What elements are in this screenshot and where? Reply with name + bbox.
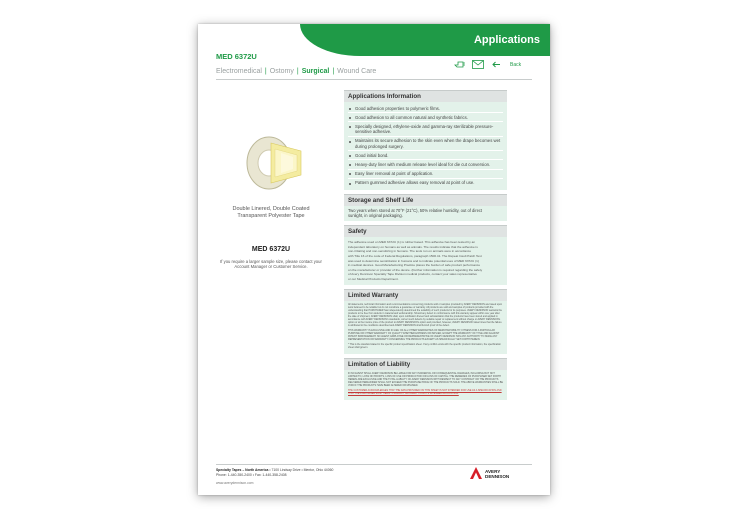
email-icon[interactable] <box>472 60 484 69</box>
page-tools <box>454 60 521 69</box>
nav-separator: | <box>264 68 267 75</box>
nav-ostomy[interactable]: Ostomy <box>269 68 294 75</box>
footer-address: Specialty Tapes – North America • 7100 Lindsay Drive • Mentor, Ohio 44060 <box>216 468 334 472</box>
list-item: Good adhesion properties to polymeric films. <box>348 104 503 113</box>
footer-website[interactable]: www.averydennison.com <box>216 481 254 485</box>
safety-body: The adhesive used on MED 6372U (1) is rubber based. This adhesive has been tested by an independent laboratory on humans as well as animals. The results indicate that the adhesive is non-irritating and non-sensitizing in humans. The tests run on animals were in accordance with Title 16 of the code of Federal Regulations, paragraph 1500.41. The Repeat Insult Patch Test was used to determine sensitization in humans and to indicate potential uses of MED 6372U (1) in medical devices. Good Manufacturing Practice places the burden of safe product performance on the manufacturer or provider of the device. (Further information is required regarding the safety of Avery Dennison Specialty Tape Division medical products, contact your sales representative or our Medical Products Department. <box>344 237 507 284</box>
list-item: Good adhesion to all common natural and synthetic fabrics. <box>348 113 503 122</box>
nav-wound-care[interactable]: Wound Care <box>337 68 377 75</box>
nav-separator: | <box>296 68 299 75</box>
header-divider <box>216 79 532 80</box>
page-title: Applications <box>473 34 540 46</box>
nav-electromedical[interactable]: Electromedical <box>216 68 262 75</box>
storage-body: Two years when stored at 70°F (21°C), 50% relative humidity, out of direct sunlight, in original packaging. <box>344 206 507 221</box>
list-item: Maintains its secure adhesion to the skin even when the drape becomes wet during prolonged surgery. <box>348 137 503 151</box>
storage-heading: Storage and Shelf Life <box>344 194 507 206</box>
datasheet-page <box>198 24 550 495</box>
tape-caption: Double Linered, Double Coated Transparent Polyester Tape <box>232 206 310 219</box>
back-arrow-icon[interactable] <box>490 60 502 69</box>
liability-heading: Limitation of Liability <box>344 358 507 370</box>
sample-note: If you require a larger sample size, please contact your Account Manager or Customer Service. <box>220 259 322 270</box>
back-link[interactable]: Back <box>510 61 522 68</box>
nav-surgical[interactable]: Surgical <box>301 68 330 75</box>
applications-nav <box>216 68 376 75</box>
product-code-heading: MED 6372U <box>216 52 257 61</box>
nav-separator: | <box>332 68 335 75</box>
hand-pointer-icon[interactable] <box>454 60 466 69</box>
avery-dennison-logo-icon <box>470 467 482 479</box>
applications-info-heading: Applications Information <box>344 90 507 102</box>
list-item: Easy liner removal at point of application. <box>348 170 503 179</box>
list-item: Good initial bond. <box>348 151 503 160</box>
list-item: Specially designed, ethylene-oxide and gamma-ray sterilizable pressure-sensitive adhesive. <box>348 122 503 136</box>
safety-heading: Safety <box>344 225 507 237</box>
tape-roll-image <box>241 129 309 197</box>
header-green-bar <box>300 24 550 56</box>
list-item: Heavy-duty liner with medium release level ideal for die cut conversion. <box>348 160 503 169</box>
product-code-label: MED 6372U <box>251 246 291 253</box>
list-item: Pattern gummed adhesive allows easy removal at point of use. <box>348 179 503 187</box>
footer-phone: Phone: 1-440-350-2400 • Fax: 1-440-358-2408 <box>216 473 287 477</box>
warranty-heading: Limited Warranty <box>344 289 507 301</box>
applications-info-list <box>344 102 507 190</box>
info-column <box>344 90 507 400</box>
warranty-body: All statements, technical information and recommendations concerning products sold or samples provided by AVERY DENNISON are based upon tests believed to be reliable but do not constitute a guarantee or warranty. All products are sold and samples of products provided with the understanding that PURCHASER has independently determined the suitability of such products for its purposes. AVERY DENNISON warrants the products to be free from defects in material and workmanship. Should any defect in conformance with this warranty appear within one year after the date of shipment, AVERY DENNISON shall, upon notification thereof and substantiation that the products have been stored and applied in accordance with AVERY DENNISON's standards, correct such defects by suitable repair or replacement without charge or AVERY DENNISON's option or at the invoice price of the product to AVERY DENNISON's option and provided, however, AVERY DENNISON determines that the failure is attributed to the conditions described and AVERY DENNISON shall furnish proof of the defect. THIS WARRANTY IS EXCLUSIVE AND IN LIEU OF ALL OTHER WARRANTIES OF MERCHANTABILITY, FITNESS FOR A PARTICULAR PURPOSE OR OTHER WARRANTY OF QUALITY WHETHER EXPRESS OR IMPLIED, EXCEPT THE WARRANTY OF TITLE AND AGAINST PATENT INFRINGEMENT. NO AGENT, EMPLOYEE OR REPRESENTATIVE OF AVERY DENNISON HAS ANY AUTHORITY TO MAKE ANY REPRESENTATION OR WARRANTY CONCERNING THE PRODUCTS EXCEPT AS SPECIFICALLY SET FORTH HEREIN. * This is the standard stated in the specific product specification sheet. If any conflict exists with the specific product information, the specification sheet shall govern. <box>344 301 507 354</box>
brand-logo-text: AVERY DENNISON <box>485 469 510 480</box>
liability-body: IN NO EVENT SHALL AVERY DENNISON BE LIABLE FOR ANY INCIDENTAL OR CONSEQUENTIAL DAMAGES, INCLUDING BUT NOT LIMITED TO, LOSS OF PROFITS, LOSS OF USE OR PRODUCTION OR LOSS OF CAPITAL. THE REMEDIES OF PURCHASER SET FORTH HEREIN ARE EXCLUSIVE AND THE TOTAL LIABILITY OF AVERY DENNISON WITH RESPECT TO ANY CONTRACT OR THE PRODUCTS DELIVERED HEREUNDER SHALL NOT EXCEED THE PURCHASE PRICE OF THE PRODUCTS SOLD. THE ABOVE WARRANTIES SHALL BE VOID IF THE PRODUCTS HAVE BEEN ALTERED OR MISUSED. THE CUSTOMER ACKNOWLEDGES THAT THE DATA PROVIDED ON THIS SHEET IS NOT INTENDED FOR USE AS A SPECIFICATION AND THAT THE PURCHASER MUST VERIFY PRODUCT SUITABILITY FOR ITS INTENDED APPLICATION. <box>344 370 507 400</box>
footer-divider <box>216 464 532 465</box>
